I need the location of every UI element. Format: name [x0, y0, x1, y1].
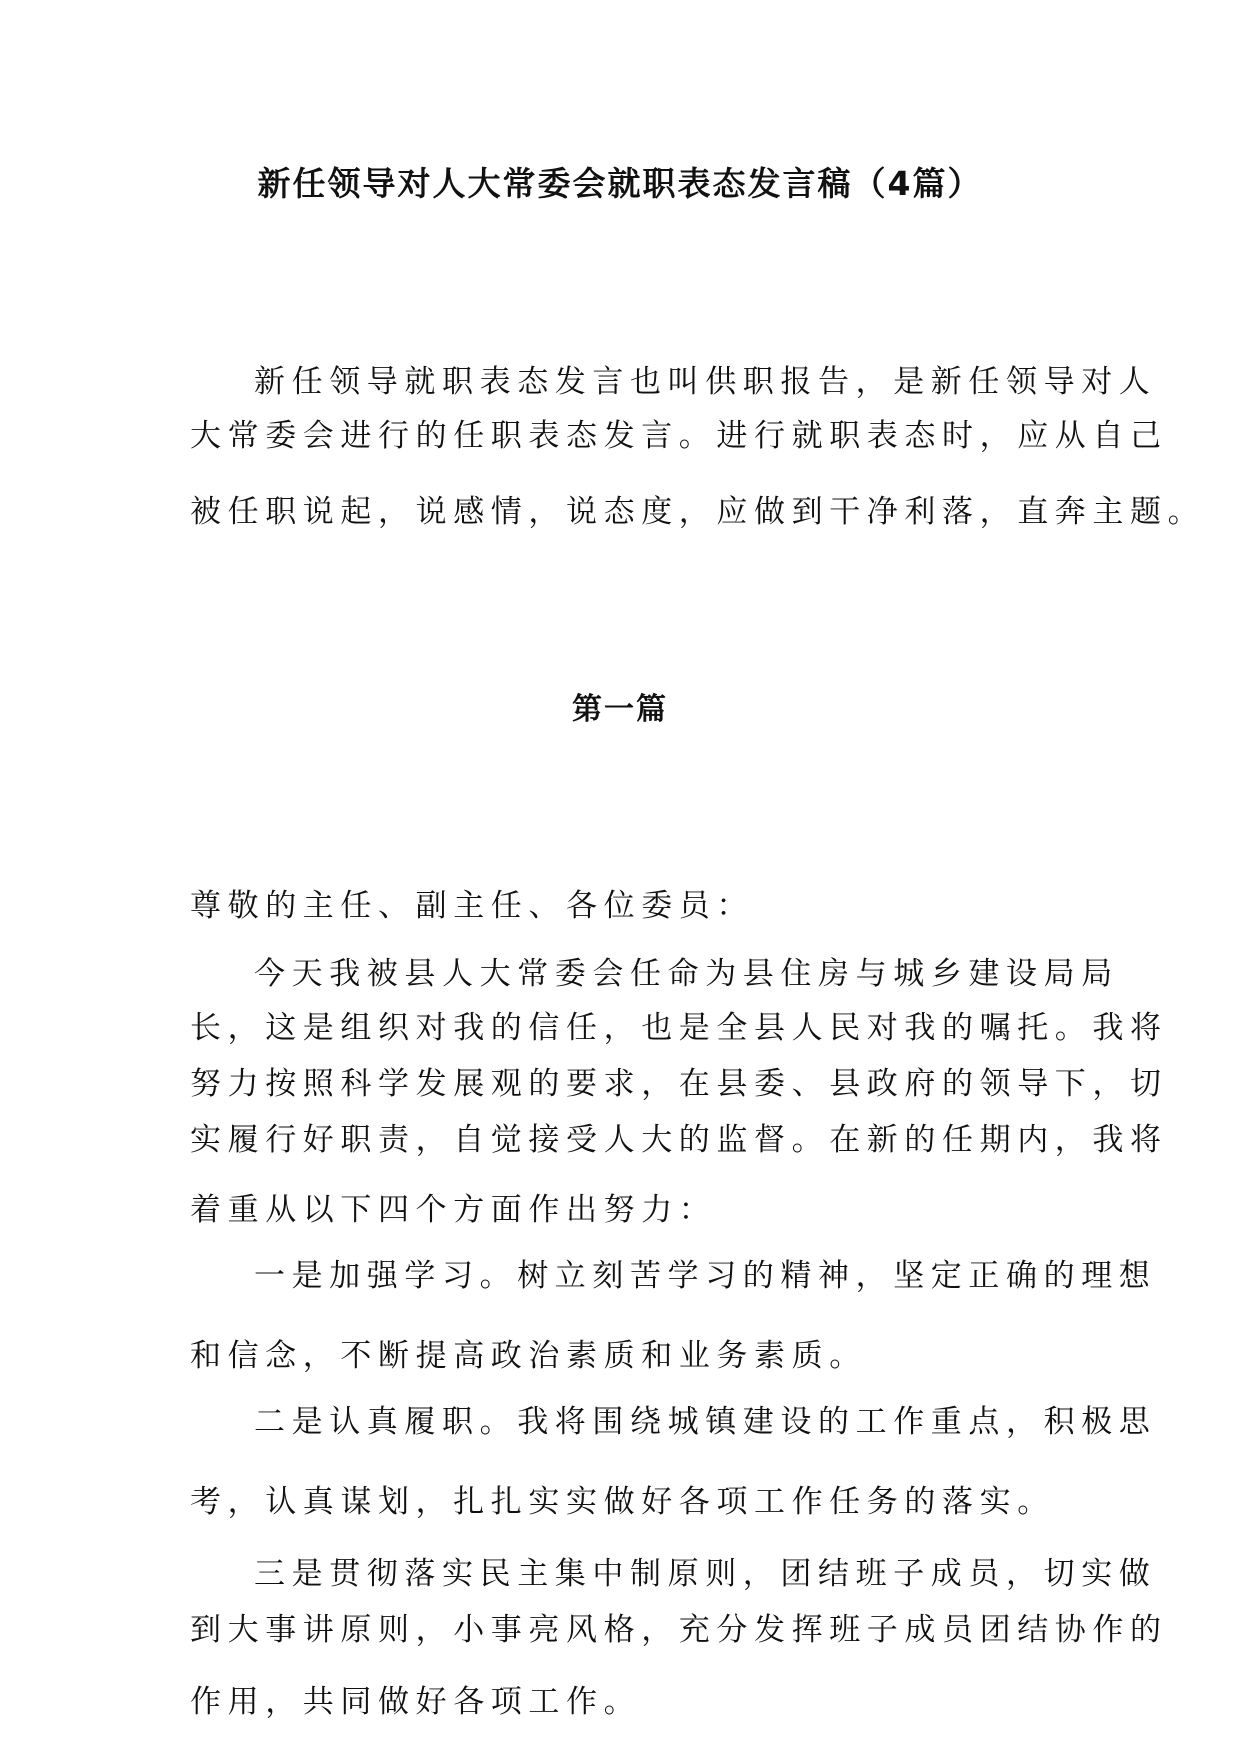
- intro-line: 大常委会进行的任职表态发言。进行就职表态时，应从自己: [190, 418, 1168, 454]
- intro-line: 被任职说起，说感情，说态度，应做到干净利落，直奔主题。: [190, 494, 1206, 530]
- salutation: 尊敬的主任、副主任、各位委员：: [190, 888, 754, 924]
- section-heading: 第一篇: [572, 692, 668, 727]
- body-line: 二是认真履职。我将围绕城镇建设的工作重点，积极思: [254, 1404, 1157, 1440]
- body-line: 作用，共同做好各项工作。: [190, 1684, 642, 1720]
- intro-line: 新任领导就职表态发言也叫供职报告，是新任领导对人: [254, 364, 1157, 400]
- document-title: 新任领导对人大常委会就职表态发言稿（4篇）: [257, 164, 983, 203]
- body-line: 和信念，不断提高政治素质和业务素质。: [190, 1338, 867, 1374]
- body-line: 着重从以下四个方面作出努力：: [190, 1192, 717, 1228]
- body-line: 一是加强学习。树立刻苦学习的精神，坚定正确的理想: [254, 1258, 1157, 1294]
- body-line: 长，这是组织对我的信任，也是全县人民对我的嘱托。我将: [190, 1010, 1168, 1046]
- body-line: 到大事讲原则，小事亮风格，充分发挥班子成员团结协作的: [190, 1612, 1168, 1648]
- body-line: 三是贯彻落实民主集中制原则，团结班子成员，切实做: [254, 1556, 1157, 1592]
- body-line: 实履行好职责，自觉接受人大的监督。在新的任期内，我将: [190, 1122, 1168, 1158]
- body-line: 努力按照科学发展观的要求，在县委、县政府的领导下，切: [190, 1066, 1168, 1102]
- body-line: 今天我被县人大常委会任命为县住房与城乡建设局局: [254, 956, 1119, 992]
- body-line: 考，认真谋划，扎扎实实做好各项工作任务的落实。: [190, 1484, 1055, 1520]
